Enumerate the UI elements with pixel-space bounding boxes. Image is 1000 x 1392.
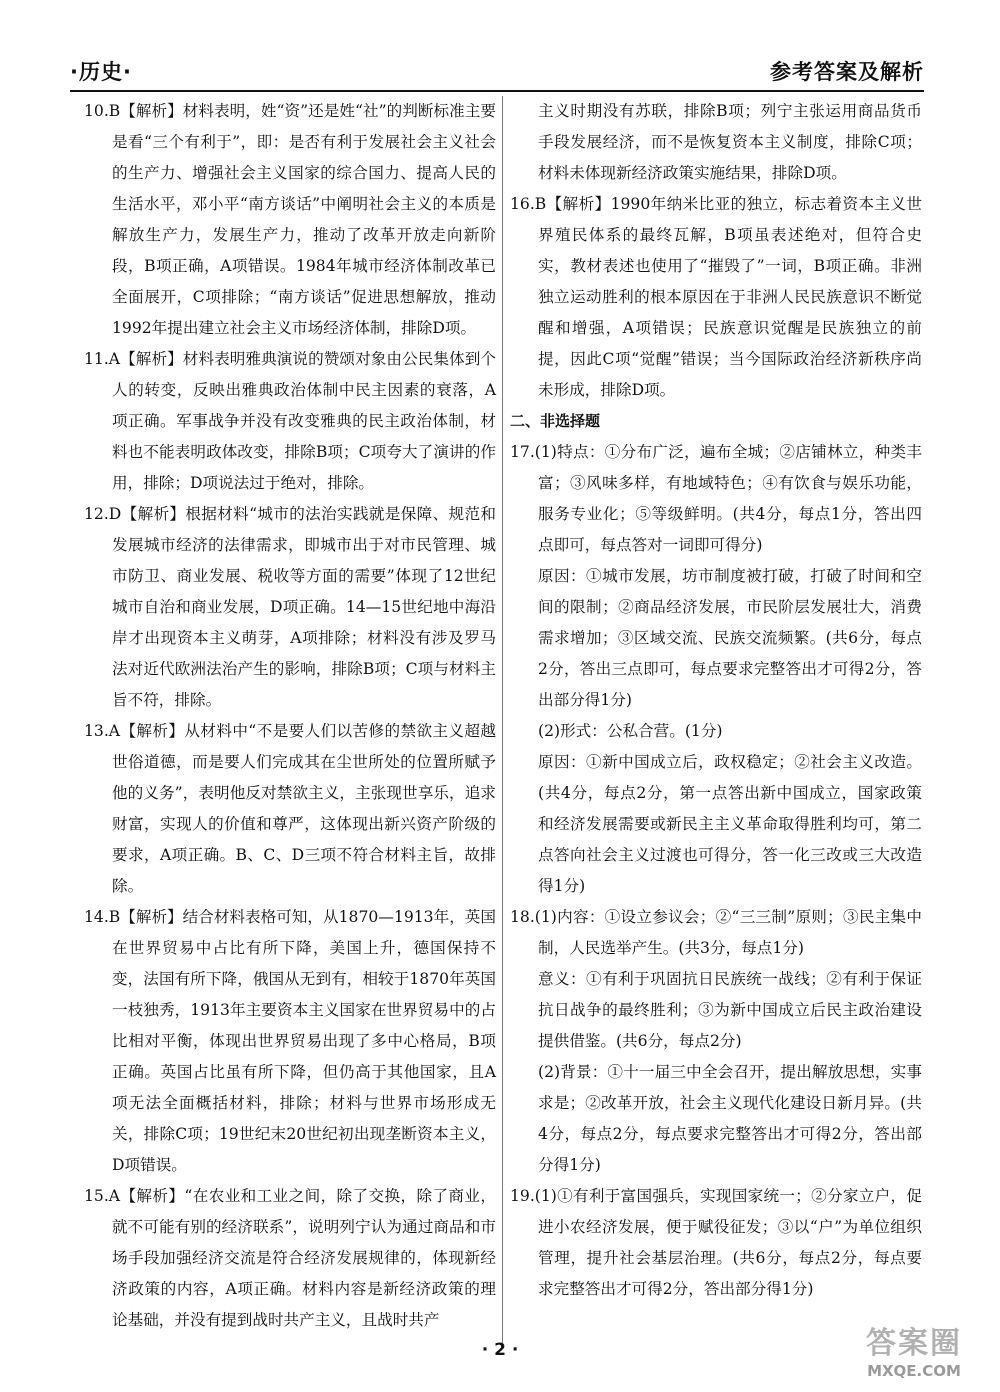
page-number: · 2 · [481,1340,519,1360]
section-title: 参考答案及解析 [770,60,924,84]
section-heading: 二、非选择题 [510,412,601,430]
watermark-logo [854,1318,974,1388]
watermark-line1: 答案圈 [866,1326,962,1361]
answer-17-1-reasons: 原因：①城市发展，坊市制度被打破，打破了时间和空间的限制；②商品经济发展，市民阶层发展壮大，消费需求增加；③区域交流、民族交流频繁。(共6分，每点2分，答出三点即可，每点要求完整答出才可得2分，答出部分得1分) [538,567,922,709]
subject-label: ·历史· [70,60,132,84]
answer-15-continued: 主义时期没有苏联，排除B项；列宁主张运用商品货币手段发展经济，而不是恢复资本主义制度，排除C项；材料未体现新经济政策实施结果，排除D项。 [538,102,922,182]
answer-12: 12.D【解析】根据材料“城市的法治实践就是保障、规范和发展城市经济的法律需求，即城市出于对市民管理、城市防卫、商业发展、税收等方面的需要”体现了12世纪城市自治和商业发展，D项正确。14—15世纪地中海沿岸才出现资本主义萌芽，A项排除；材料没有涉及罗马法对近代欧洲法治产生的影响，排除B项；C项与材料主旨不符，排除。 [84,505,496,709]
column-divider [502,96,503,1346]
answer-19-1: 19.(1)①有利于富国强兵，实现国家统一；②分家立户，促进小农经济发展，便于赋役征发；③以“户”为单位组织管理，提升社会基层治理。(共6分，每点2分，每点要求完整答出才可得2分，答出部分得1分) [510,1187,922,1298]
answer-17-2: (2)形式：公私合营。(1分) [538,722,723,740]
page-header [70,58,924,92]
answer-17-1: 17.(1)特点：①分布广泛，遍布全城；②店铺林立，种类丰富；③风味多样，有地域特色；④有饮食与娱乐功能，服务专业化；⑤等级鲜明。(共4分，每点1分，答出四点即可，每点答对一词即可得分) [510,443,922,554]
answer-15: 15.A【解析】“在农业和工业之间，除了交换，除了商业，就不可能有别的经济联系”，说明列宁认为通过商品和市场手段加强经济交流是符合经济发展规律的，体现新经济政策的内容，A项正确。材料内容是新经济政策的理论基础，并没有提到战时共产主义，且战时共产 [84,1187,496,1329]
answer-18-2: (2)背景：①十一届三中全会召开，提出解放思想，实事求是；②改革开放，社会主义现代化建设日新月异。(共4分，每点2分，每点要求完整答出才可得2分，答出部分得1分) [538,1063,922,1174]
watermark-line2: MXQE.COM [867,1362,961,1380]
answer-14: 14.B【解析】结合材料表格可知，从1870—1913年，英国在世界贸易中占比有所下降，美国上升，德国保持不变，法国有所下降，俄国从无到有，相较于1870年英国一枝独秀，1913年主要资本主义国家在世界贸易中的占比相对平衡，体现出世界贸易出现了多中心格局，B项正确。英国占比虽有所下降，但仍高于其他国家，且A项无法全面概括材料，排除；材料与世界市场形成无关，排除C项；19世纪末20世纪初出现垄断资本主义，D项错误。 [84,908,496,1174]
left-column [84,96,496,1336]
answer-16: 16.B【解析】1990年纳米比亚的独立，标志着资本主义世界殖民体系的最终瓦解，B项虽表述绝对，但符合史实，教材表述也使用了“摧毁了”一词，B项正确。非洲独立运动胜利的根本原因在于非洲人民民族意识不断觉醒和增强，A项错误；民族意识觉醒是民族独立的前提，因此C项“觉醒”错误；当今国际政治经济新秩序尚未形成，排除D项。 [510,195,922,399]
answer-18-1: 18.(1)内容：①设立参议会；②“三三制”原则；③民主集中制，人民选举产生。(共3分，每点1分) [510,908,922,957]
answer-13: 13.A【解析】从材料中“不是要人们以苦修的禁欲主义超越世俗道德，而是要人们完成其在尘世所处的位置所赋予他的义务”，表明他反对禁欲主义，主张现世享乐，追求财富，实现人的价值和尊严，这体现出新兴资产阶级的要求，A项正确。B、C、D三项不符合材料主旨，故排除。 [84,722,496,895]
answer-17-2-reasons: 原因：①新中国成立后，政权稳定；②社会主义改造。(共4分，每点2分，第一点答出新中国成立，国家政策和经济发展需要或新民主主义革命取得胜利均可，第二点答向社会主义过渡也可得分，答一化三改或三大改造得1分) [538,753,922,895]
right-column [510,96,922,1305]
answer-11: 11.A【解析】材料表明雅典演说的赞颂对象由公民集体到个人的转变，反映出雅典政治体制中民主因素的衰落，A项正确。军事战争并没有改变雅典的民主政治体制，材料也不能表明政体改变，排除B项；C项夸大了演讲的作用，排除；D项说法过于绝对，排除。 [84,350,496,492]
answer-10: 10.B【解析】材料表明，姓“资”还是姓“社”的判断标准主要是看“三个有利于”，即：是否有利于发展社会主义社会的生产力、增强社会主义国家的综合国力、提高人民的生活水平，邓小平“南方谈话”中阐明社会主义的本质是解放生产力，发展生产力，推动了改革开放走向新阶段，B项正确，A项错误。1984年城市经济体制改革已全面展开，C项排除；“南方谈话”促进思想解放，推动1992年提出建立社会主义市场经济体制，排除D项。 [84,102,496,337]
answer-18-1-significance: 意义：①有利于巩固抗日民族统一战线；②有利于保证抗日战争的最终胜利；③为新中国成立后民主政治建设提供借鉴。(共6分，每点2分) [538,970,922,1050]
